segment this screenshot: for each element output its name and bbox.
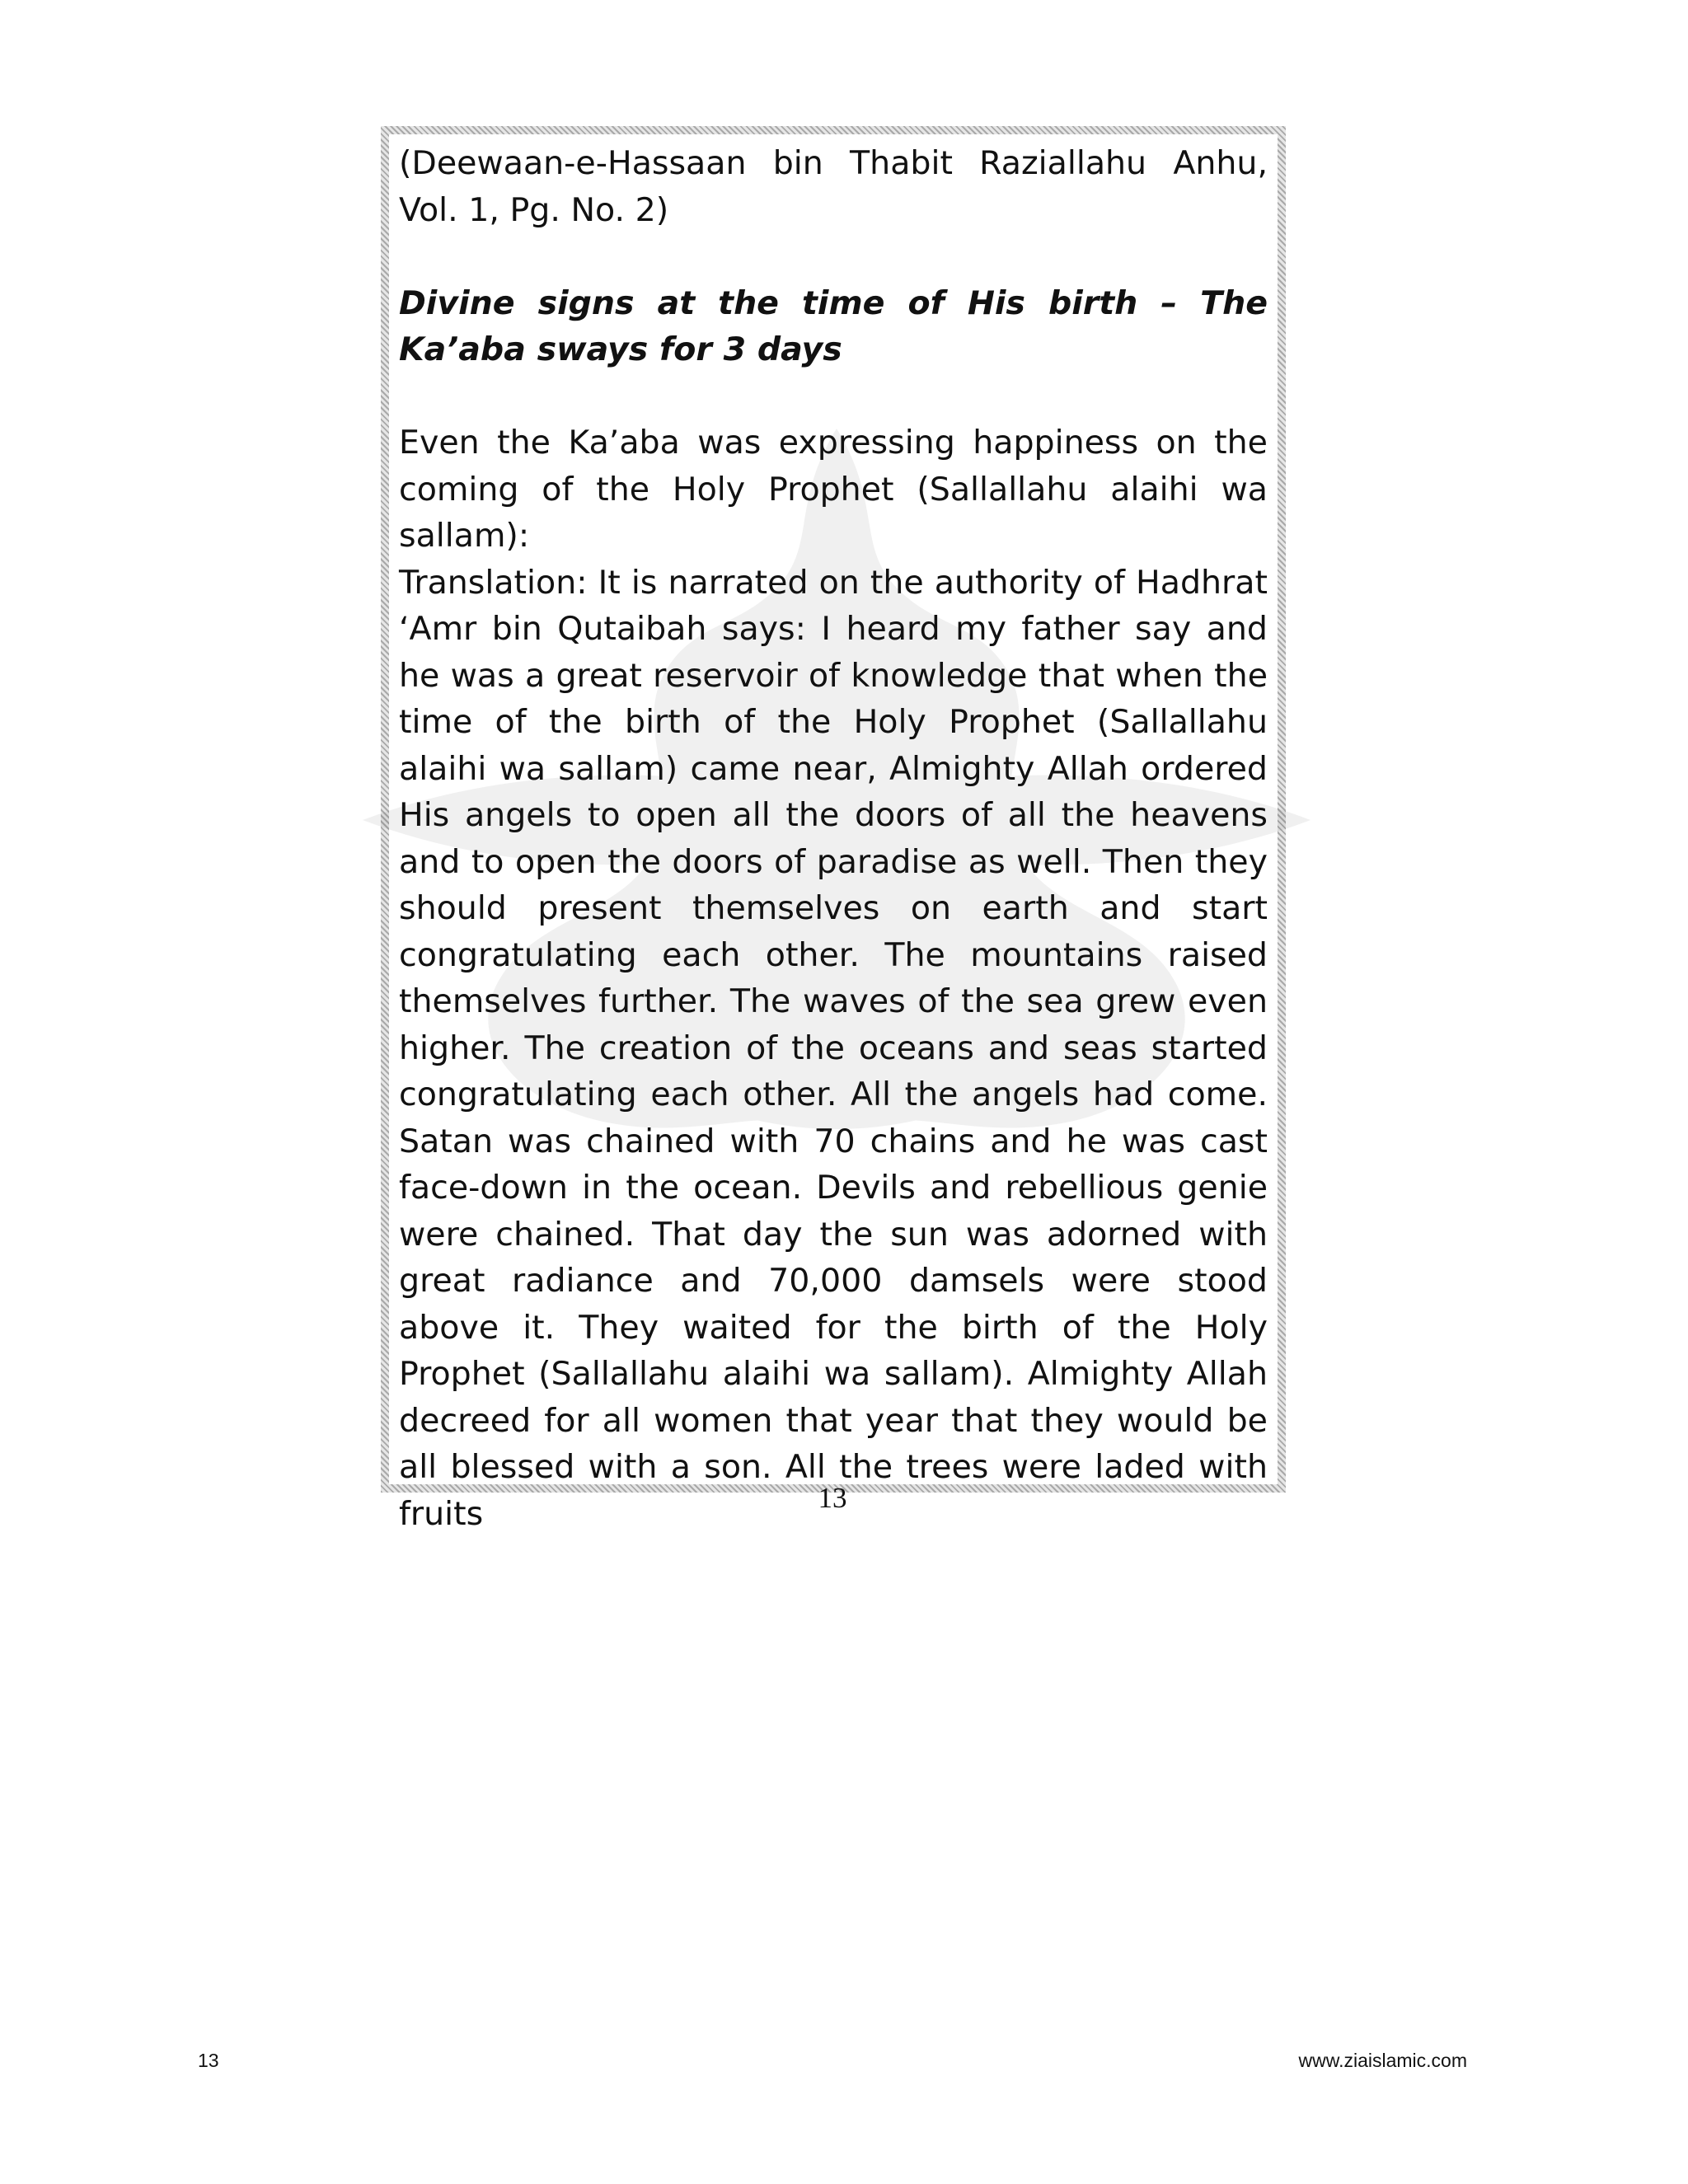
inner-page-number: 13 [818, 1482, 847, 1514]
intro-paragraph: Even the Ka’aba was expressing happiness on the coming of the Holy Prophet (Sallallahu alaihi wa sallam): [399, 424, 1268, 555]
reference-text: (Deewaan-e-Hassaan bin Thabit Raziallahu Anhu, Vol. 1, Pg. No. 2) [399, 144, 1268, 229]
section-heading: Divine signs at the time of His birth – The Ka’aba sways for 3 days [399, 284, 1268, 368]
paragraph-gap [399, 373, 1268, 420]
footer-website: www.ziaislamic.com [1298, 2050, 1467, 2071]
translation-paragraph: Translation: It is narrated on the authority of Hadhrat ‘Amr bin Qutaibah says: I heard my father say and he was a great reservoir of knowledge that when the time of the birth of the Holy Prophet (Sallallahu alaihi wa sallam) came near, Almighty Allah ordered His angels to open all the doors of all the heavens and to open the doors of paradise as well. Then they should present themselves on earth and start congratulating each other. The mountains raised themselves further. The waves of the sea grew even higher. The creation of the oceans and seas started congratulating each other. All the angels had come. Satan was chained with 70 chains and he was cast face-down in the ocean. Devils and rebellious genie were chained. That day the sun was adorned with great radiance and 70,000 damsels were stood above it. They waited for the birth of the Holy Prophet (Sallallahu alaihi wa sallam). Almighty Allah decreed for all women that year that they would be all blessed with a son. All the trees were laded with fruits [399, 563, 1268, 1533]
book-page-content [399, 140, 1268, 1537]
paragraph-gap [399, 233, 1268, 280]
footer-page-number: 13 [198, 2050, 219, 2071]
